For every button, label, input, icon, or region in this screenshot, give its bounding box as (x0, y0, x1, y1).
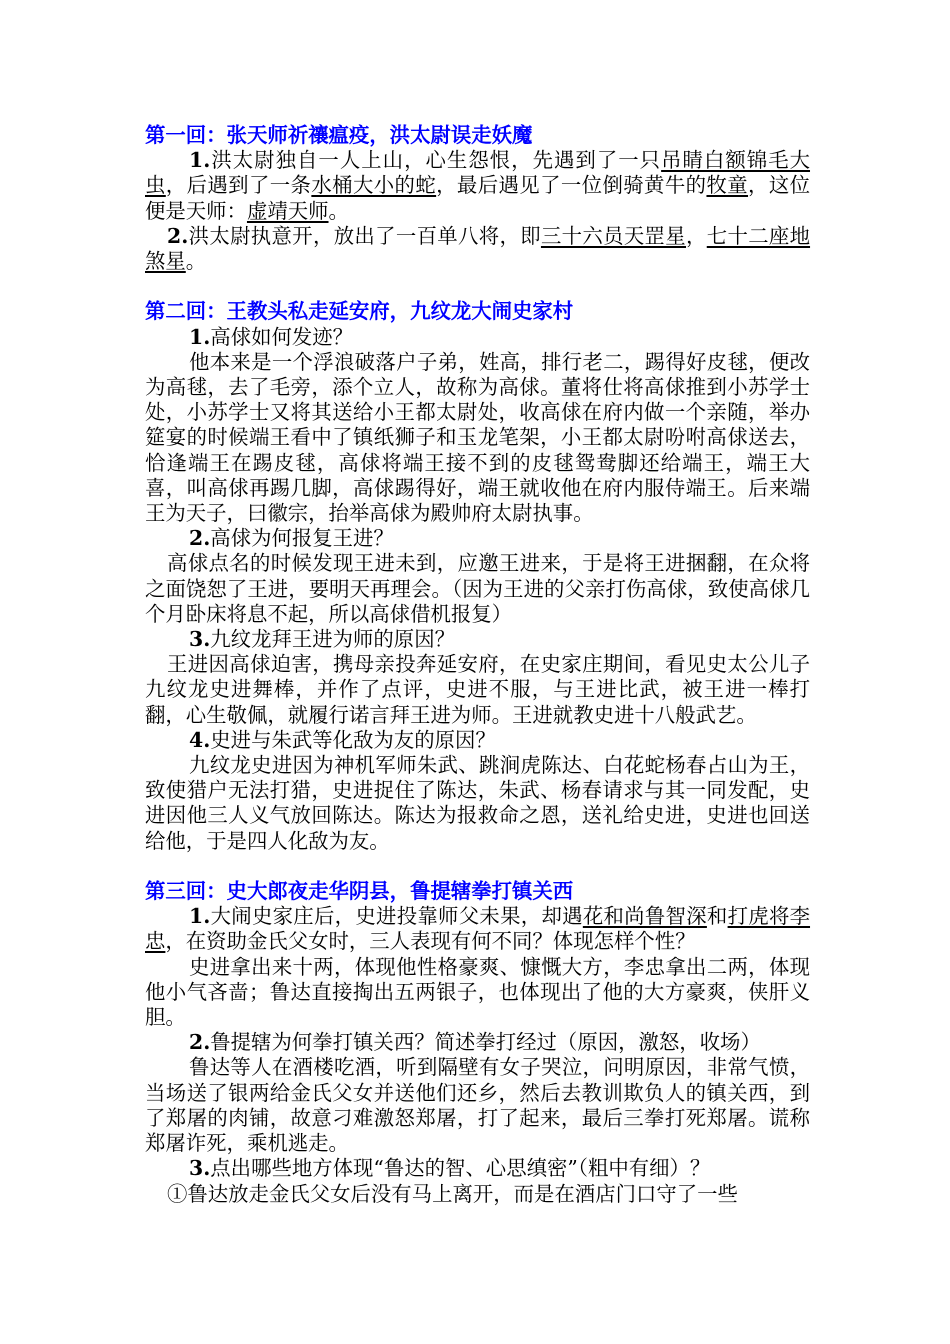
underlined-answer: 水桶大小的蛇 (311, 173, 437, 198)
question (145, 325, 810, 350)
answer: 高俅点名的时候发现王进未到，应邀王进来，于是将王进捆翻，在众将之面饶恕了王进，要明天再理会。（因为王进的父亲打伤高俅，致使高俅几个月卧床将息不起，所以高俅借机报复） (145, 551, 810, 626)
underlined-answer: 三十六员天罡星 (540, 223, 687, 248)
item-number: 3. (189, 1156, 211, 1181)
underlined-answer: 七十二座地煞星 (145, 223, 811, 274)
item-number: 2. (189, 526, 211, 551)
text: 。 (328, 198, 349, 223)
underlined-answer: 打虎将李忠 (145, 904, 811, 954)
chapter-1-heading: 第一回：张天师祈禳瘟疫，洪太尉误走妖魔 (145, 123, 533, 147)
text: ，在资助金氏父女时，三人表现有何不同？体现怎样个性？ (165, 929, 696, 954)
underlined-answer: 花和尚鲁智深 (582, 904, 707, 929)
chapter-1-item-2 (145, 224, 810, 274)
item-number: 1. (189, 904, 211, 929)
question (145, 1030, 810, 1055)
question (145, 526, 810, 551)
item-number: 3. (189, 627, 211, 652)
text: ，这位便是天师： (145, 173, 811, 223)
answer: 史进拿出来十两，体现他性格豪爽、慷慨大方，李忠拿出二两，体现他小气吝啬；鲁达直接掏出五两银子，也体现出了他的大方豪爽，侠肝义胆。 (145, 954, 810, 1030)
answer: 他本来是一个浮浪破落户子弟，姓高，排行老二，踢得好皮毬，便改为高毬，去了毛旁，添个立人，故称为高俅。董将仕将高俅推到小苏学士处，小苏学士又将其送给小王都太尉处，收高俅在府内做一个亲随，举办筵宴的时候端王看中了镇纸狮子和玉龙笔架，小王都太尉吩咐高俅送去，恰逢端王在踢皮毬，高俅将端王接不到的皮毬鸳鸯脚还给端王，端王大喜，叫高俅再踢几脚，高俅踢得好，端王就收他在府内服侍端王。后来端王为天子，曰徽宗，抬举高俅为殿帅府太尉执事。 (145, 349, 810, 526)
question-text: 鲁提辖为何拳打镇关西？简述拳打经过（原因，激怒，收场） (210, 1030, 761, 1055)
underlined-answer: 虚靖天师 (246, 198, 329, 223)
underlined-answer: 牧童 (706, 173, 749, 198)
chapter-1-item-1 (145, 148, 810, 224)
text: 大闹史家庄后，史进投靠师父未果，却遇 (210, 904, 583, 929)
item-number: 4. (189, 727, 211, 752)
text: ， (686, 223, 707, 248)
answer: 鲁达等人在酒楼吃酒，听到隔壁有女子哭泣，问明原因，非常气愤，当场送了银两给金氏父女并送他们还乡，然后去教训欺负人的镇关西，到了郑屠的肉铺，故意刁难激怒郑屠，打了起来，最后三拳打死郑屠。谎称郑屠诈死，乘机逃走。 (145, 1055, 810, 1156)
underlined-answer: 吊睛白额锦毛大虫 (145, 148, 811, 198)
answer: 九纹龙史进因为神机军师朱武、跳涧虎陈达、白花蛇杨春占山为王，致使猎户无法打猎，史进捉住了陈达，朱武、杨春请求与其一同发配，史进因他三人义气放回陈达。陈达为报救命之恩，送礼给史进，史进也回送给他，于是四人化敌为友。 (145, 753, 810, 853)
question-text: 点出哪些地方体现“鲁达的智、心思缜密”（粗中有细）？ (210, 1156, 711, 1181)
question (145, 904, 810, 954)
item-number: 2. (189, 1030, 211, 1055)
text: ，最后遇见了一位倒骑黄牛的 (436, 173, 707, 198)
text: 洪太尉执意开，放出了一百单八将，即 (188, 223, 541, 248)
item-number: 2. (167, 223, 189, 248)
chapter-3-heading: 第三回：史大郎夜走华阴县，鲁提辖拳打镇关西 (145, 879, 574, 904)
question (145, 1156, 810, 1181)
answer: ①鲁达放走金氏父女后没有马上离开，而是在酒店门口守了一些 (167, 1181, 738, 1206)
answer: 王进因高俅迫害，携母亲投奔延安府，在史家庄期间，看见史太公儿子九纹龙史进舞棒，并作了点评，史进不服，与王进比武，被王进一棒打翻，心生敬佩，就履行诺言拜王进为师。王进就教史进十八般武艺。 (145, 652, 810, 727)
question (145, 627, 810, 652)
question (145, 728, 810, 753)
question-text: 高俅为何报复王进？ (210, 526, 394, 551)
item-number: 1. (189, 148, 211, 173)
question-text: 史进与朱武等化敌为友的原因？ (210, 727, 496, 752)
question-text: 九纹龙拜王进为师的原因？ (210, 627, 455, 652)
item-number: 1. (189, 324, 211, 349)
question-text: 高俅如何发迹？ (210, 324, 354, 349)
spacer (145, 274, 810, 299)
text: ，后遇到了一条 (165, 173, 312, 198)
text: 洪太尉独自一人上山，心生怨恨，先遇到了一只 (210, 148, 662, 173)
document-page (145, 123, 810, 1207)
spacer (145, 854, 810, 879)
text: 。 (185, 249, 207, 274)
text: 和 (706, 904, 728, 929)
chapter-2-heading: 第二回：王教头私走延安府，九纹龙大闹史家村 (145, 299, 574, 324)
